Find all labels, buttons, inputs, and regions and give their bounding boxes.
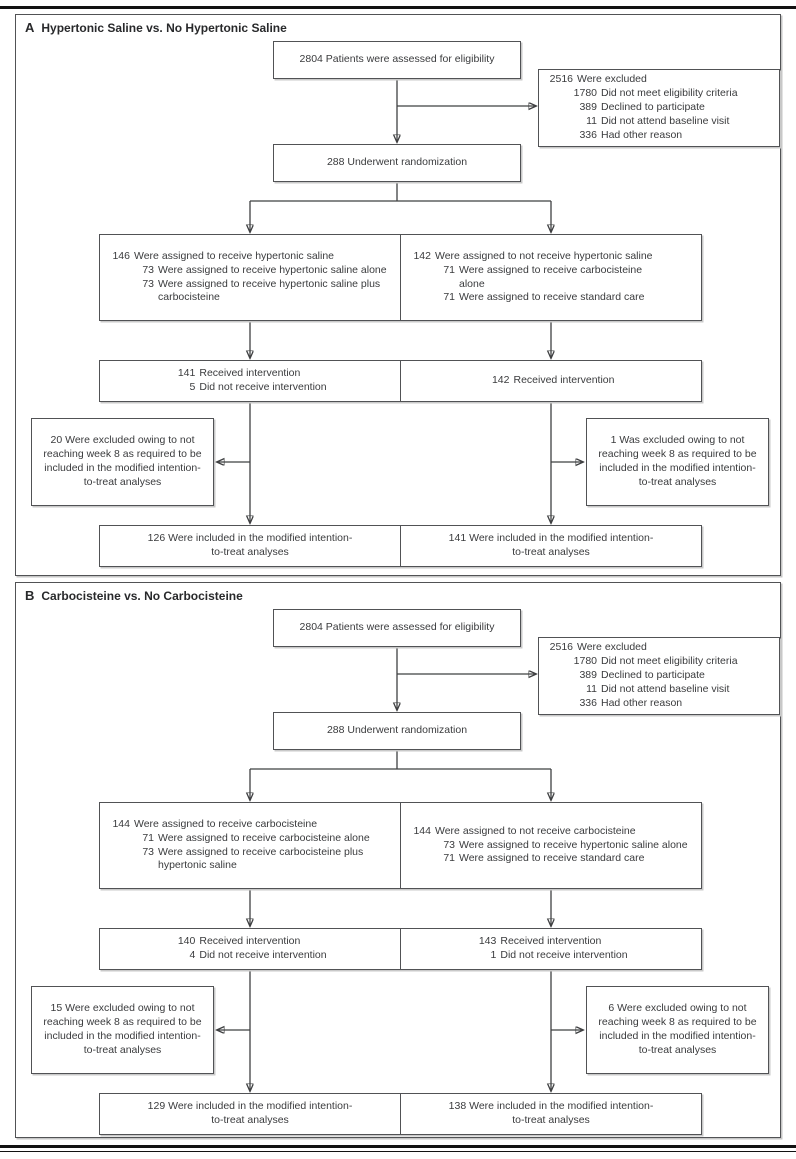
panel-a-title-text: Hypertonic Saline vs. No Hypertonic Saline <box>41 21 287 35</box>
excluded-row: 11 Did not attend baseline visit <box>586 114 730 127</box>
received-row: 142 Received intervention <box>491 374 615 387</box>
panel-b-mitt-left-box <box>99 1093 401 1135</box>
assigned-row: 71 Were assigned to receive carbocisteine alone <box>142 831 370 844</box>
panel-a-mitt-right-box <box>400 525 702 567</box>
panel-a-excluded-box <box>538 69 780 147</box>
panel-b-title <box>25 588 243 603</box>
panel-b-assigned-left-box <box>99 802 401 889</box>
panel-a-side-excluded-right-box <box>586 418 769 506</box>
side-excluded-text: 1 Was excluded owing to not reaching week 8 as required to be included in the modified intention-to-treat analyses <box>598 434 757 488</box>
panel-b-received-right-box <box>400 928 702 970</box>
assigned-row: 71 Were assigned to receive carbocisteine alone <box>443 263 643 290</box>
side-excluded-text: 20 Were excluded owing to not reaching week 8 as required to be included in the modified intention-to-treat analyses <box>43 434 202 488</box>
excluded-row: 1780 Did not meet eligibility criteria <box>573 87 738 100</box>
excluded-row: 389 Declined to participate <box>579 101 705 114</box>
panel-a-title <box>25 20 287 35</box>
bottom-rules <box>0 1145 796 1152</box>
panel-a-side-excluded-left-box <box>31 418 214 506</box>
excluded-row: 336 Had other reason <box>579 128 683 141</box>
panel-b-title-text: Carbocisteine vs. No Carbocisteine <box>41 589 243 603</box>
panel-b <box>15 582 781 1138</box>
randomization-text: 288 Underwent randomization <box>326 156 468 169</box>
panel-a-received-left-box <box>99 360 401 402</box>
excluded-row: 2516 Were excluded <box>549 73 647 86</box>
assigned-row: 71 Were assigned to receive standard care <box>443 852 645 865</box>
panel-a-mitt-left-box <box>99 525 401 567</box>
mitt-text: 129 Were included in the modified intention-to-treat analyses <box>147 1100 353 1126</box>
assigned-row: 73 Were assigned to receive hypertonic saline alone <box>142 263 387 276</box>
received-row: 141 Received intervention <box>177 367 301 380</box>
assigned-row: 73 Were assigned to receive hypertonic saline plus carbocisteine <box>142 277 381 304</box>
assigned-row: 144 Were assigned to not receive carbocisteine <box>413 824 636 837</box>
excluded-row: 11 Did not attend baseline visit <box>586 682 730 695</box>
assigned-row: 142 Were assigned to not receive hypertonic saline <box>413 249 653 262</box>
side-excluded-text: 6 Were excluded owing to not reaching week 8 as required to be included in the modified intention-to-treat analyses <box>598 1002 757 1056</box>
top-rule <box>0 6 796 9</box>
consort-flow-figure <box>0 6 796 1152</box>
mitt-text: 138 Were included in the modified intention-to-treat analyses <box>448 1100 654 1126</box>
excluded-row: 336 Had other reason <box>579 696 683 709</box>
received-row: 1 Did not receive intervention <box>490 949 628 961</box>
mitt-text: 126 Were included in the modified intention-to-treat analyses <box>147 532 353 558</box>
panel-b-excluded-box <box>538 637 780 715</box>
panel-a <box>15 14 781 576</box>
received-row: 143 Received intervention <box>478 935 602 948</box>
assigned-row: 73 Were assigned to receive carbocisteine plus hypertonic saline <box>142 845 364 872</box>
assigned-row: 144 Were assigned to receive carbocisteine <box>112 817 318 830</box>
side-excluded-text: 15 Were excluded owing to not reaching week 8 as required to be included in the modified intention-to-treat analyses <box>43 1002 202 1056</box>
received-row: 5 Did not receive intervention <box>189 381 327 393</box>
panel-b-assigned-right-box <box>400 802 702 889</box>
panel-a-assigned-left-box <box>99 234 401 321</box>
assigned-row: 73 Were assigned to receive hypertonic saline alone <box>443 838 688 851</box>
randomization-text: 288 Underwent randomization <box>326 724 468 737</box>
eligibility-text: 2804 Patients were assessed for eligibility <box>299 621 495 634</box>
bottom-rule-thin <box>0 1151 796 1153</box>
assigned-row: 146 Were assigned to receive hypertonic saline <box>112 249 334 262</box>
panel-b-side-excluded-left-box <box>31 986 214 1074</box>
panel-a-letter: A <box>25 20 35 35</box>
panel-b-eligibility-box <box>273 609 521 647</box>
eligibility-text: 2804 Patients were assessed for eligibility <box>299 53 495 66</box>
excluded-row: 389 Declined to participate <box>579 669 705 682</box>
panel-b-randomization-box <box>273 712 521 750</box>
excluded-row: 1780 Did not meet eligibility criteria <box>573 655 738 668</box>
assigned-row: 71 Were assigned to receive standard care <box>443 291 645 304</box>
panel-b-received-left-box <box>99 928 401 970</box>
panel-b-letter: B <box>25 588 35 603</box>
bottom-rule-heavy <box>0 1145 796 1148</box>
mitt-text: 141 Were included in the modified intention-to-treat analyses <box>448 532 654 558</box>
panel-a-assigned-right-box <box>400 234 702 321</box>
received-row: 140 Received intervention <box>177 935 301 948</box>
received-row: 4 Did not receive intervention <box>189 949 327 961</box>
panel-a-received-right-box <box>400 360 702 402</box>
panel-a-eligibility-box <box>273 41 521 79</box>
excluded-row: 2516 Were excluded <box>549 641 647 654</box>
panel-a-randomization-box <box>273 144 521 182</box>
panel-b-mitt-right-box <box>400 1093 702 1135</box>
panel-b-side-excluded-right-box <box>586 986 769 1074</box>
